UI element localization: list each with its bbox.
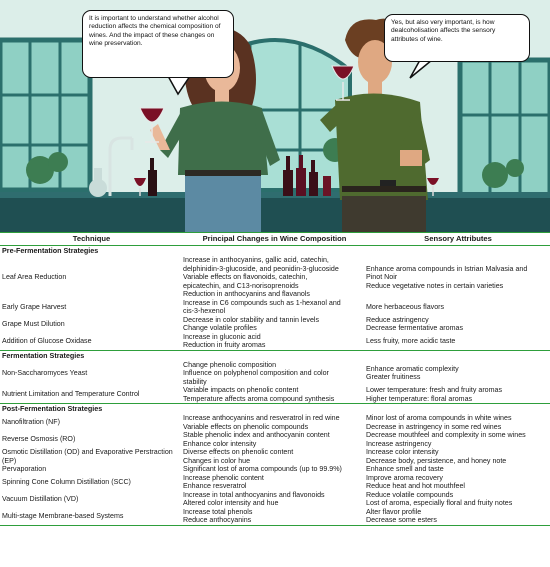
cell-line: Changes in color hue	[183, 456, 251, 465]
header-technique: Technique	[72, 233, 111, 243]
cell-line: Reduction in anthocyanins and flavanols	[183, 290, 310, 298]
strategies-table	[0, 232, 550, 526]
cell-line: Increase phenolic content	[183, 473, 264, 482]
table-row	[0, 414, 550, 431]
cell-line: Temperature affects aroma compound synthesis	[183, 394, 335, 403]
cell-line: Increase anthocyanins and resveratrol in red wine	[183, 414, 340, 422]
table-row	[0, 491, 550, 508]
cell-line: Enhance resveratrol	[183, 482, 247, 490]
cell-line: Increase total phenols	[183, 507, 253, 516]
table-row	[0, 465, 550, 474]
cell-line: Variable effects on phenolic compounds	[183, 422, 309, 431]
cell-line: Alter flavor profile	[366, 507, 422, 516]
cell-line: Decrease some esters	[366, 516, 437, 524]
cell-line: Variable impacts on phenolic content	[183, 386, 299, 394]
section-title: Post-Fermentation Strategies	[0, 403, 550, 414]
cell-line: Increase astringency	[366, 439, 432, 448]
sensory-cell	[366, 316, 550, 333]
cell-line: Change volatile profiles	[183, 324, 257, 332]
sensory-cell	[366, 303, 550, 312]
changes-cell	[183, 465, 366, 474]
table-row	[0, 333, 550, 350]
cell-line: Lower temperature: fresh and fruity aromas	[366, 386, 503, 394]
technique-cell: Addition of Glucose Oxidase	[2, 336, 92, 345]
cell-line: stability	[183, 377, 207, 386]
sensory-cell	[366, 431, 550, 448]
section-title: Fermentation Strategies	[0, 350, 550, 361]
cell-line: Decrease in color stability and tannin levels	[183, 315, 320, 324]
table-body	[0, 246, 550, 526]
sensory-cell	[366, 414, 550, 431]
cell-line: Enhance aromatic complexity	[366, 364, 459, 373]
cell-line: Decrease in astringency in some red wines	[366, 422, 502, 431]
illustration	[0, 0, 550, 232]
cell-line: Minor lost of aroma compounds in white wines	[366, 414, 512, 422]
cell-line: Reduce heat and hot mouthfeel	[366, 482, 465, 490]
cell-line: Decrease body, persistence, and honey note	[366, 456, 507, 465]
cell-line: Decrease mouthfeel and complexity in some wines	[366, 431, 526, 439]
changes-cell	[183, 448, 366, 465]
cell-line: Enhance color intensity	[183, 439, 257, 448]
cell-line: Variable effects on flavonoids, catechin,	[183, 273, 308, 281]
cell-line: Increase in total anthocyanins and flavonoids	[183, 490, 325, 499]
speech-bubble-right: Yes, but also very important, is how dealcoholisation affects the sensory attributes of wine.	[384, 14, 530, 62]
header-changes: Principal Changes in Wine Composition	[202, 233, 347, 243]
sensory-cell	[366, 265, 550, 291]
cell-line: Decrease fermentative aromas	[366, 324, 463, 332]
sensory-cell	[366, 337, 550, 346]
speech-bubble-left: It is important to understand whether alcohol reduction affects the chemical composition of wines. And the impact of these changes on wine preservation.	[82, 10, 234, 78]
cell-line: Increase in anthocyanins, gallic acid, catechin,	[183, 256, 329, 264]
changes-cell	[183, 431, 366, 448]
counter	[0, 196, 550, 232]
technique-cell: Grape Must Dilution	[2, 319, 65, 328]
cell-line: Stable phenolic index and anthocyanin content	[183, 431, 330, 439]
cell-line: Increase in C6 compounds such as 1-hexanol and	[183, 298, 341, 307]
technique-cell: Reverse Osmosis (RO)	[2, 435, 76, 444]
cell-line: More herbaceous flavors	[366, 302, 445, 311]
technique-cell: Osmotic Distillation (OD) and Evaporative Perstraction (EP)	[2, 448, 173, 465]
cell-line: Significant lost of aroma compounds (up to 99.9%)	[183, 465, 342, 473]
changes-cell	[183, 361, 366, 387]
cell-line: Reduce volatile compounds	[366, 490, 454, 499]
changes-cell	[183, 316, 366, 333]
sensory-cell	[366, 474, 550, 491]
cell-line: Reduce astringency	[366, 315, 429, 324]
changes-cell	[183, 299, 366, 316]
cell-line: Greater fruitiness	[366, 373, 421, 382]
sensory-cell	[366, 448, 550, 465]
table-row	[0, 299, 550, 316]
table-row	[0, 474, 550, 491]
sensory-cell	[366, 365, 550, 382]
changes-cell	[183, 256, 366, 299]
cell-line: delphinidin-3-glucoside, and peonidin-3-glucoside	[183, 264, 339, 273]
cell-line: Altered color intensity and hue	[183, 499, 279, 507]
changes-cell	[183, 414, 366, 431]
changes-cell	[183, 491, 366, 508]
cell-line: Less fruity, more acidic taste	[366, 336, 456, 345]
cell-line: Pinot Noir	[366, 273, 398, 281]
cell-line: Increase color intensity	[366, 448, 439, 456]
technique-cell: Nutrient Limitation and Temperature Control	[2, 390, 140, 399]
sensory-cell	[366, 465, 550, 474]
cell-line: Enhance aroma compounds in Istrian Malvasia and	[366, 264, 528, 273]
sensory-cell	[366, 508, 550, 525]
cell-line: Reduce anthocyanins	[183, 516, 252, 524]
technique-cell: Spinning Cone Column Distillation (SCC)	[2, 477, 131, 486]
section-title: Pre-Fermentation Strategies	[2, 246, 99, 255]
technique-cell: Vacuum Distillation (VD)	[2, 494, 79, 503]
table-row	[0, 316, 550, 333]
cell-line: epicatechin, and C13-norisoprenoids	[183, 281, 299, 290]
table-row	[0, 256, 550, 299]
cell-line: Increase in gluconic acid	[183, 332, 261, 341]
table-row	[0, 508, 550, 525]
cell-line: Diverse effects on phenolic content	[183, 448, 294, 456]
technique-cell: Nanofiltration (NF)	[2, 418, 60, 427]
cell-line: Enhance smell and taste	[366, 465, 444, 473]
changes-cell	[183, 333, 366, 350]
technique-cell: Early Grape Harvest	[2, 302, 67, 311]
sensory-cell	[366, 386, 550, 403]
header-sensory: Sensory Attributes	[424, 233, 492, 243]
cell-line: Reduce vegetative notes in certain varieties	[366, 281, 504, 290]
cell-line: Change phenolic composition	[183, 360, 277, 369]
sensory-cell	[366, 491, 550, 508]
changes-cell	[183, 508, 366, 525]
table-row	[0, 361, 550, 387]
cell-line: Influence on polyphenol composition and color	[183, 369, 329, 377]
cell-line: Improve aroma recovery	[366, 473, 443, 482]
table-row	[0, 386, 550, 403]
technique-cell: Multi-stage Membrane-based Systems	[2, 511, 124, 520]
cell-line: Higher temperature: floral aromas	[366, 394, 473, 403]
technique-cell: Leaf Area Reduction	[2, 273, 67, 281]
table-row	[0, 448, 550, 465]
cell-line: Reduction in fruity aromas	[183, 341, 266, 349]
table-header	[0, 232, 550, 246]
technique-cell: Non-Saccharomyces Yeast	[2, 369, 88, 377]
technique-cell: Pervaporation	[2, 465, 47, 473]
cell-line: Lost of aroma, especially floral and fruity notes	[366, 499, 513, 507]
changes-cell	[183, 474, 366, 491]
cell-line: cis-3-hexenol	[183, 307, 226, 315]
changes-cell	[183, 386, 366, 403]
table-row	[0, 431, 550, 448]
